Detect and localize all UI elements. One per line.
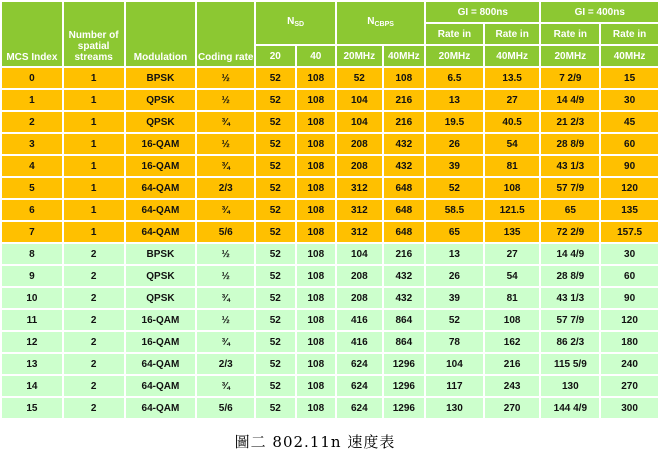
header-nsd-40: 40: [297, 46, 335, 66]
table-cell: 52: [256, 134, 294, 154]
table-cell: BPSK: [126, 68, 196, 88]
table-row: [2, 156, 658, 176]
table-cell: 130: [541, 376, 599, 396]
table-cell: 14 4/9: [541, 90, 599, 110]
table-cell: 180: [601, 332, 658, 352]
table-cell: 416: [337, 332, 382, 352]
header-ncbps-20mhz: 20MHz: [337, 46, 382, 66]
table-row: [2, 244, 658, 264]
table-cell: 11: [2, 310, 62, 330]
table-cell: ¾: [197, 112, 254, 132]
table-cell: 5/6: [197, 222, 254, 242]
header-modulation: Modulation: [126, 2, 196, 66]
table-cell: 52: [256, 332, 294, 352]
header-row-1: [2, 2, 658, 22]
table-cell: 13: [2, 354, 62, 374]
table-cell: 104: [337, 90, 382, 110]
table-cell: 13: [426, 90, 483, 110]
table-cell: 57 7/9: [541, 310, 599, 330]
table-cell: QPSK: [126, 112, 196, 132]
table-cell: 108: [297, 376, 335, 396]
table-cell: 1: [2, 90, 62, 110]
table-cell: 16-QAM: [126, 310, 196, 330]
table-cell: 43 1/3: [541, 156, 599, 176]
table-cell: 216: [384, 90, 425, 110]
table-cell: 54: [485, 134, 540, 154]
table-cell: 72 2/9: [541, 222, 599, 242]
table-cell: 52: [256, 376, 294, 396]
table-cell: 108: [297, 178, 335, 198]
table-cell: 2: [64, 244, 124, 264]
table-cell: 86 2/3: [541, 332, 599, 352]
table-cell: 1: [64, 134, 124, 154]
table-row: [2, 266, 658, 286]
table-cell: 104: [337, 112, 382, 132]
table-cell: 15: [601, 68, 658, 88]
table-cell: 4: [2, 156, 62, 176]
table-cell: 16-QAM: [126, 134, 196, 154]
table-cell: 52: [256, 244, 294, 264]
table-cell: 7: [2, 222, 62, 242]
table-row: [2, 398, 658, 418]
table-cell: 15: [2, 398, 62, 418]
table-cell: 108: [485, 310, 540, 330]
table-cell: 5/6: [197, 398, 254, 418]
table-cell: 104: [426, 354, 483, 374]
table-cell: 58.5: [426, 200, 483, 220]
table-cell: 432: [384, 134, 425, 154]
table-cell: 2: [64, 376, 124, 396]
table-cell: 108: [384, 68, 425, 88]
table-cell: 2: [64, 332, 124, 352]
table-cell: ¾: [197, 332, 254, 352]
table-cell: 13: [426, 244, 483, 264]
table-cell: 52: [256, 112, 294, 132]
table-cell: 162: [485, 332, 540, 352]
table-cell: 64-QAM: [126, 398, 196, 418]
table-cell: 52: [426, 310, 483, 330]
table-cell: ½: [197, 310, 254, 330]
table-row: [2, 178, 658, 198]
table-cell: 7 2/9: [541, 68, 599, 88]
table-cell: 60: [601, 266, 658, 286]
table-cell: 6: [2, 200, 62, 220]
table-cell: 16-QAM: [126, 332, 196, 352]
table-row: [2, 222, 658, 242]
table-cell: 52: [256, 398, 294, 418]
table-row: [2, 288, 658, 308]
table-cell: 52: [426, 178, 483, 198]
header-ncbps-main: N: [367, 16, 375, 27]
table-cell: 157.5: [601, 222, 658, 242]
table-cell: 270: [485, 398, 540, 418]
table-cell: 2: [64, 398, 124, 418]
table-row: [2, 134, 658, 154]
header-nsd-sub: SD: [294, 21, 305, 28]
table-cell: 208: [337, 266, 382, 286]
table-row: [2, 332, 658, 352]
table-cell: 27: [485, 90, 540, 110]
table-cell: 648: [384, 178, 425, 198]
table-cell: 864: [384, 310, 425, 330]
table-cell: 2: [64, 266, 124, 286]
table-cell: 43 1/3: [541, 288, 599, 308]
table-cell: 135: [485, 222, 540, 242]
table-cell: 27: [485, 244, 540, 264]
table-cell: 130: [426, 398, 483, 418]
table-cell: 2: [64, 310, 124, 330]
table-cell: 121.5: [485, 200, 540, 220]
table-cell: 1: [64, 156, 124, 176]
table-cell: 9: [2, 266, 62, 286]
table-cell: 108: [297, 156, 335, 176]
header-coding-rate: Coding rate: [197, 2, 254, 66]
table-cell: 216: [384, 244, 425, 264]
table-cell: 624: [337, 398, 382, 418]
table-cell: 108: [485, 178, 540, 198]
table-cell: 1: [64, 90, 124, 110]
table-row: [2, 112, 658, 132]
table-body: [2, 68, 658, 418]
table-cell: 1: [64, 178, 124, 198]
table-cell: 57 7/9: [541, 178, 599, 198]
table-cell: ½: [197, 266, 254, 286]
table-cell: 312: [337, 222, 382, 242]
table-cell: 30: [601, 90, 658, 110]
table-cell: 108: [297, 354, 335, 374]
table-row: [2, 376, 658, 396]
header-gi800-20mhz: 20MHz: [426, 46, 483, 66]
table-cell: ½: [197, 244, 254, 264]
table-cell: 16-QAM: [126, 156, 196, 176]
table-cell: 144 4/9: [541, 398, 599, 418]
table-cell: 1: [64, 68, 124, 88]
table-cell: 19.5: [426, 112, 483, 132]
table-cell: 108: [297, 134, 335, 154]
table-cell: 1296: [384, 398, 425, 418]
table-cell: 52: [256, 200, 294, 220]
table-cell: 65: [541, 200, 599, 220]
table-cell: 108: [297, 90, 335, 110]
table-cell: 52: [256, 178, 294, 198]
table-cell: 208: [337, 134, 382, 154]
table-cell: 52: [337, 68, 382, 88]
table-cell: ¾: [197, 156, 254, 176]
table-cell: 90: [601, 288, 658, 308]
table-cell: 2: [64, 288, 124, 308]
table-cell: 120: [601, 310, 658, 330]
table-cell: 240: [601, 354, 658, 374]
table-cell: 120: [601, 178, 658, 198]
table-cell: 864: [384, 332, 425, 352]
table-cell: 108: [297, 200, 335, 220]
table-cell: ½: [197, 68, 254, 88]
table-cell: 135: [601, 200, 658, 220]
table-cell: 108: [297, 266, 335, 286]
table-cell: 432: [384, 266, 425, 286]
header-spatial-streams: Number of spatial streams: [64, 2, 124, 66]
table-cell: 81: [485, 156, 540, 176]
table-cell: ½: [197, 90, 254, 110]
table-cell: 270: [601, 376, 658, 396]
table-cell: 432: [384, 156, 425, 176]
table-cell: 8: [2, 244, 62, 264]
table-cell: ½: [197, 134, 254, 154]
table-row: [2, 354, 658, 374]
table-cell: 108: [297, 244, 335, 264]
table-cell: 1: [64, 112, 124, 132]
table-cell: 39: [426, 156, 483, 176]
table-cell: 108: [297, 68, 335, 88]
table-cell: 108: [297, 288, 335, 308]
table-cell: 1: [64, 200, 124, 220]
table-cell: 648: [384, 222, 425, 242]
table-cell: 40.5: [485, 112, 540, 132]
table-cell: 52: [256, 354, 294, 374]
table-cell: 52: [256, 310, 294, 330]
table-cell: 30: [601, 244, 658, 264]
header-nsd: [256, 2, 335, 44]
table-cell: 2/3: [197, 178, 254, 198]
table-cell: 117: [426, 376, 483, 396]
table-row: [2, 200, 658, 220]
table-cell: 45: [601, 112, 658, 132]
table-cell: QPSK: [126, 288, 196, 308]
table-cell: 28 8/9: [541, 266, 599, 286]
table-cell: 2/3: [197, 354, 254, 374]
table-cell: 10: [2, 288, 62, 308]
table-cell: 1: [64, 222, 124, 242]
table-cell: 2: [64, 354, 124, 374]
table-cell: 64-QAM: [126, 178, 196, 198]
table-cell: 12: [2, 332, 62, 352]
table-cell: 52: [256, 90, 294, 110]
table-cell: ¾: [197, 200, 254, 220]
table-cell: 21 2/3: [541, 112, 599, 132]
header-ncbps-sub: CBPS: [374, 21, 394, 28]
table-cell: 312: [337, 200, 382, 220]
header-nsd-20: 20: [256, 46, 294, 66]
header-gi400-40mhz: 40MHz: [601, 46, 658, 66]
table-cell: 52: [256, 68, 294, 88]
table-cell: 108: [297, 398, 335, 418]
table-header: [2, 2, 658, 66]
table-cell: 52: [256, 266, 294, 286]
table-cell: 39: [426, 288, 483, 308]
table-cell: 65: [426, 222, 483, 242]
table-cell: 208: [337, 288, 382, 308]
table-cell: 52: [256, 288, 294, 308]
table-cell: 216: [384, 112, 425, 132]
header-gi800-rate-in-20: Rate in: [426, 24, 483, 44]
table-cell: 624: [337, 354, 382, 374]
header-gi800-rate-in-40: Rate in: [485, 24, 540, 44]
header-gi800-40mhz: 40MHz: [485, 46, 540, 66]
table-cell: 64-QAM: [126, 354, 196, 374]
table-row: [2, 68, 658, 88]
header-gi400-20mhz: 20MHz: [541, 46, 599, 66]
header-gi-800: GI = 800ns: [426, 2, 539, 22]
table-cell: 64-QAM: [126, 200, 196, 220]
header-ncbps-40mhz: 40MHz: [384, 46, 425, 66]
table-cell: 624: [337, 376, 382, 396]
table-cell: 64-QAM: [126, 222, 196, 242]
table-cell: 115 5/9: [541, 354, 599, 374]
table-cell: 78: [426, 332, 483, 352]
table-cell: 3: [2, 134, 62, 154]
table-cell: 90: [601, 156, 658, 176]
table-cell: 28 8/9: [541, 134, 599, 154]
table-cell: 104: [337, 244, 382, 264]
table-cell: 416: [337, 310, 382, 330]
table-cell: ¾: [197, 288, 254, 308]
table-cell: 432: [384, 288, 425, 308]
header-gi400-rate-in-20: Rate in: [541, 24, 599, 44]
table-row: [2, 310, 658, 330]
table-cell: BPSK: [126, 244, 196, 264]
table-cell: 26: [426, 266, 483, 286]
table-cell: 26: [426, 134, 483, 154]
table-cell: 108: [297, 222, 335, 242]
table-cell: ¾: [197, 376, 254, 396]
header-gi400-rate-in-40: Rate in: [601, 24, 658, 44]
table-cell: 243: [485, 376, 540, 396]
table-cell: 300: [601, 398, 658, 418]
table-cell: 5: [2, 178, 62, 198]
table-cell: QPSK: [126, 90, 196, 110]
table-cell: 13.5: [485, 68, 540, 88]
table-cell: 6.5: [426, 68, 483, 88]
table-cell: 216: [485, 354, 540, 374]
table-cell: 64-QAM: [126, 376, 196, 396]
header-ncbps: [337, 2, 424, 44]
table-cell: 1296: [384, 354, 425, 374]
table-cell: 54: [485, 266, 540, 286]
header-mcs-index: MCS Index: [2, 2, 62, 66]
table-cell: 208: [337, 156, 382, 176]
table-cell: 2: [2, 112, 62, 132]
table-cell: 60: [601, 134, 658, 154]
table-cell: 1296: [384, 376, 425, 396]
table-cell: 108: [297, 332, 335, 352]
table-cell: 108: [297, 310, 335, 330]
table-cell: 312: [337, 178, 382, 198]
table-cell: 52: [256, 222, 294, 242]
table-cell: 14: [2, 376, 62, 396]
table-cell: 52: [256, 156, 294, 176]
table-row: [2, 90, 658, 110]
table-cell: 108: [297, 112, 335, 132]
table-caption: 圖二 802.11n 速度表: [234, 433, 396, 451]
table-cell: 648: [384, 200, 425, 220]
table-cell: 0: [2, 68, 62, 88]
table-cell: 81: [485, 288, 540, 308]
header-nsd-main: N: [287, 16, 295, 27]
table-cell: QPSK: [126, 266, 196, 286]
header-gi-400: GI = 400ns: [541, 2, 658, 22]
table-cell: 14 4/9: [541, 244, 599, 264]
